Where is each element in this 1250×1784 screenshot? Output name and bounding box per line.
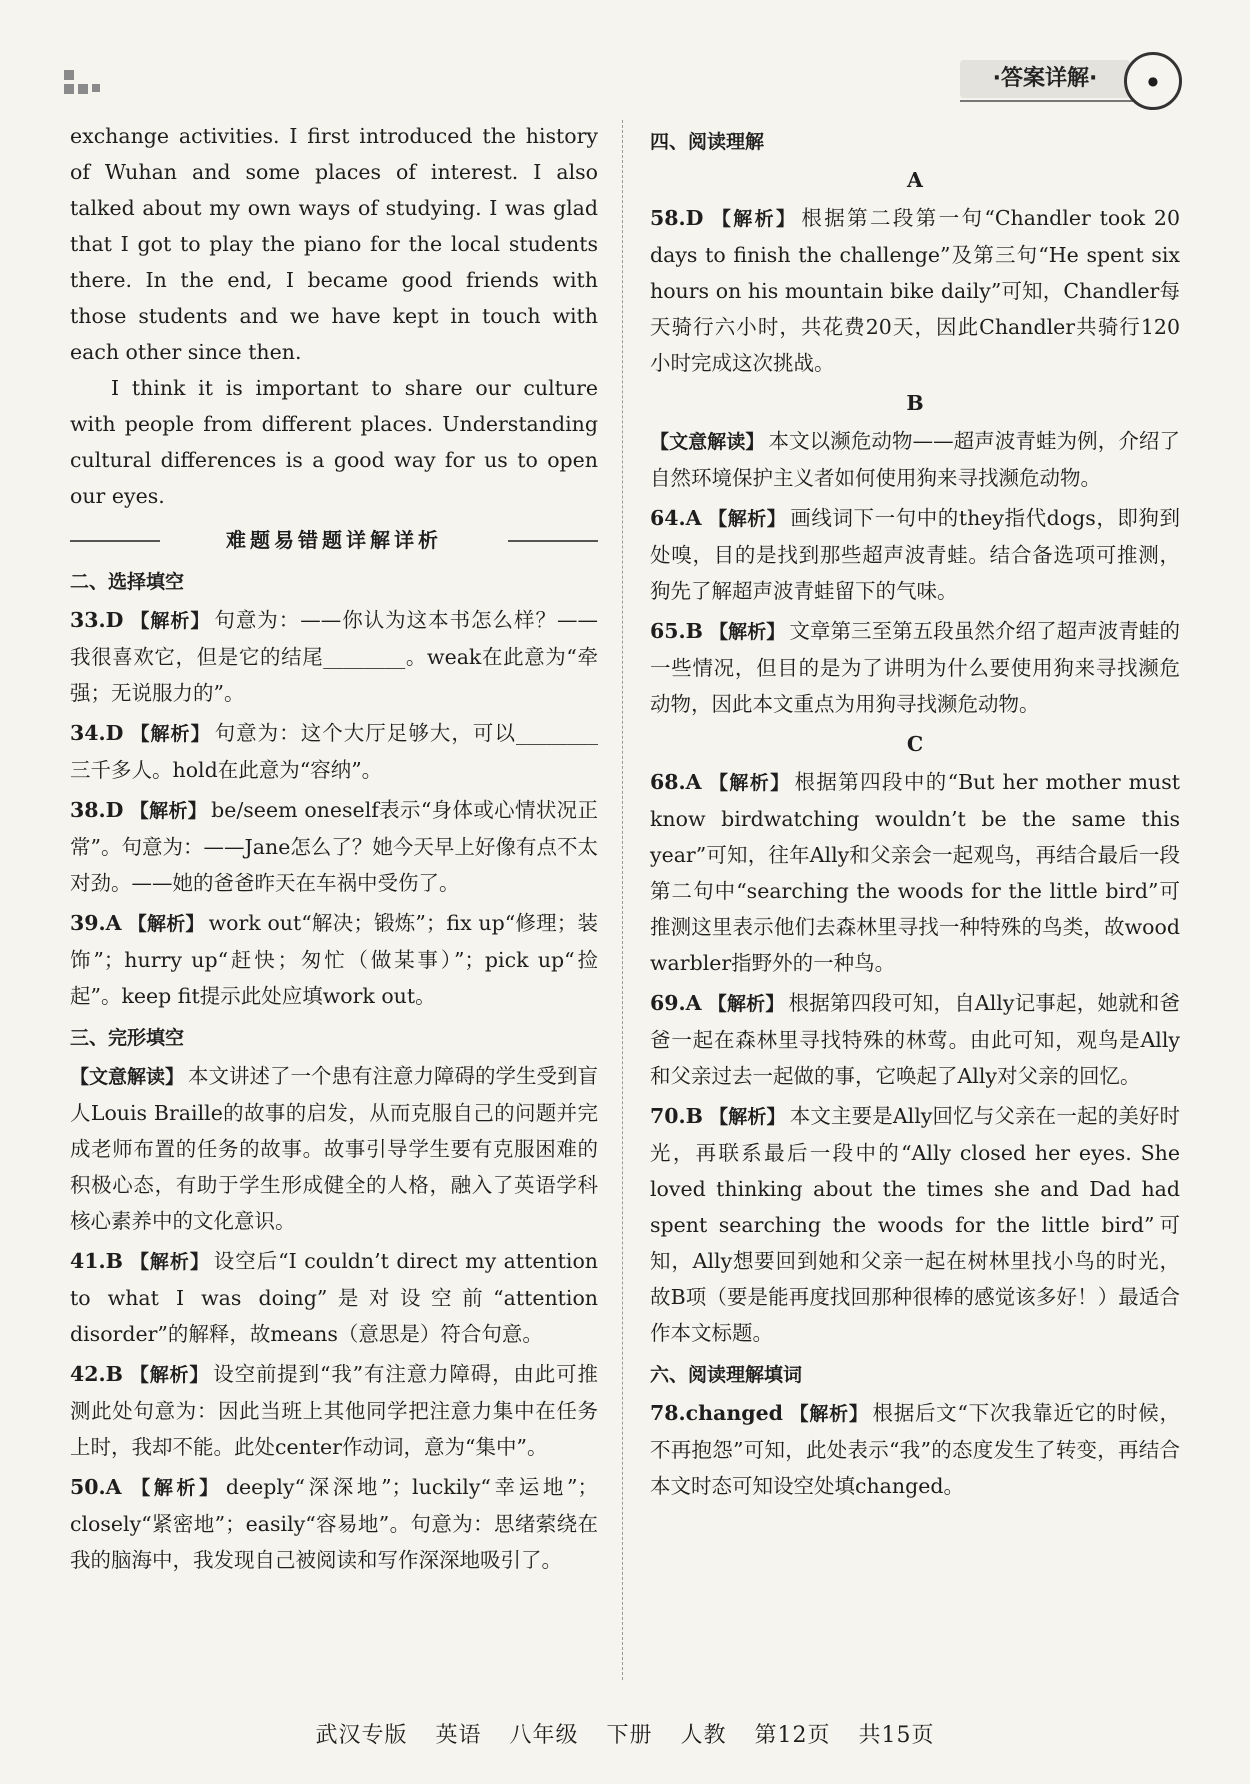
item-answer: B [685, 1104, 703, 1128]
answer-item [70, 602, 598, 711]
intro-text: 本文以濒危动物——超声波青蛙为例，介绍了自然环境保护主义者如何使用狗来寻找濒危动物。 [650, 429, 1180, 490]
item-tag: 【解析】 [129, 800, 208, 822]
item-answer: B [105, 1249, 123, 1273]
item-tag: 【解析】 [709, 1106, 786, 1128]
item-tag: 【解析】 [129, 723, 211, 745]
intro-tag: 【文意解读】 [650, 431, 765, 453]
item-answer: A [685, 770, 702, 794]
header-tag: ·答案详解· [960, 60, 1130, 98]
item-text: 设空前提到“我”有注意力障碍，由此可推测此处句意为：因此当班上其他同学把注意力集中在任务上时，我却不能。此处center作动词，意为“集中”。 [70, 1362, 598, 1459]
item-number: 50. [70, 1475, 106, 1499]
footer-page: 第12页 [754, 1723, 831, 1748]
section-title: 六、阅读理解填词 [650, 1364, 803, 1386]
footer-grade: 八年级 [509, 1723, 579, 1748]
item-number: 65. [650, 619, 686, 643]
answer-item [70, 792, 598, 901]
item-text: 句意为：——你认为这本书怎么样？——我很喜欢它，但是它的结尾________。weak在此意为“牵强；无说服力的”。 [70, 608, 598, 705]
item-number: 68. [650, 770, 686, 794]
intro-tag: 【文意解读】 [70, 1066, 185, 1088]
answer-item [70, 1243, 598, 1352]
item-tag: 【解析】 [127, 913, 205, 935]
answer-item [650, 200, 1180, 381]
footer-edition: 武汉专版 [315, 1723, 408, 1748]
answer-item [70, 905, 598, 1014]
answer-item [650, 613, 1180, 722]
seal-logo-icon: ● [1124, 52, 1182, 110]
part-label: B [906, 391, 924, 415]
page-footer [0, 1718, 1250, 1749]
answer-item [70, 1469, 598, 1578]
item-text: 根据第二段第一句“Chandler took 20 days to finish the challenge”及第三句“He spent six hours on his mountain bike daily”可知，Chandler每天骑行六小时，共花费20天，因此Chandler共骑行120小时完成这次挑战。 [650, 206, 1180, 375]
item-number: 33. [70, 608, 106, 632]
item-number: 38. [70, 798, 106, 822]
footer-volume: 下册 [606, 1723, 653, 1748]
section-banner: 难题易错题详解详析 [70, 522, 598, 558]
item-tag: 【解析】 [709, 621, 786, 643]
item-text: 根据第四段可知，自Ally记事起，她就和爸爸一起在森林里寻找特殊的林莺。由此可知，观鸟是Ally和父亲过去一起做的事，它唤起了Ally对父亲的回忆。 [650, 991, 1180, 1088]
part-label: C [906, 732, 924, 756]
item-tag: 【解析】 [707, 772, 791, 794]
left-column [70, 118, 598, 1582]
column-divider [622, 120, 623, 1680]
item-tag: 【解析】 [129, 1364, 210, 1386]
item-text: deeply“深深地”；luckily“幸运地”；closely“紧密地”；easily“容易地”。句意为：思绪萦绕在我的脑海中，我发现自己被阅读和写作深深地吸引了。 [70, 1475, 598, 1572]
intro-paragraph [70, 1058, 598, 1239]
item-answer: B [685, 619, 703, 643]
section-title: 三、完形填空 [70, 1027, 185, 1049]
item-answer: D [105, 608, 124, 632]
footer-publisher: 人教 [680, 1723, 727, 1748]
item-text: be/seem oneself表示“身体或心情状况正常”。句意为：——Jane怎么了？她今天早上好像有点不太对劲。——她的爸爸昨天在车祸中受伤了。 [70, 798, 598, 895]
item-number: 34. [70, 721, 106, 745]
item-tag: 【解析】 [129, 610, 211, 632]
item-tag: 【解析】 [707, 993, 785, 1015]
item-number: 78. [650, 1401, 686, 1425]
answer-item [70, 715, 598, 788]
right-column [650, 118, 1180, 1508]
intro-paragraph [650, 423, 1180, 496]
item-number: 58. [650, 206, 686, 230]
section-title: 四、阅读理解 [650, 131, 765, 153]
answer-item [70, 1356, 598, 1465]
answer-item [650, 1395, 1180, 1504]
item-answer: D [105, 721, 124, 745]
item-tag: 【解析】 [709, 208, 798, 230]
item-number: 39. [70, 911, 106, 935]
item-answer: A [105, 1475, 122, 1499]
corner-mark-icon [64, 70, 104, 100]
intro-text: 本文讲述了一个患有注意力障碍的学生受到盲人Louis Braille的故事的启发，从而克服自己的问题并完成老师布置的任务的故事。故事引导学生要有克服困难的积极心态，有助于学生形成健全的人格，融入了英语学科核心素养中的文化意识。 [70, 1064, 599, 1233]
item-text: work out“解决；锻炼”；fix up“修理；装饰”；hurry up“赶快；匆忙（做某事）”；pick up“捡起”。keep fit提示此处应填work out。 [70, 911, 598, 1008]
item-tag: 【解析】 [707, 508, 787, 530]
item-number: 42. [70, 1362, 106, 1386]
item-text: 设空后“I couldn’t direct my attention to what I was doing”是对设空前“attention disorder”的解释，故means（意思是）符合句意。 [70, 1249, 598, 1346]
answer-item [650, 985, 1180, 1094]
item-answer: changed [685, 1401, 783, 1425]
answer-item [650, 500, 1180, 609]
item-tag: 【解析】 [129, 1251, 210, 1273]
item-text: 画线词下一句中的they指代dogs，即狗到处嗅，目的是找到那些超声波青蛙。结合备选项可推测，狗先了解超声波青蛙留下的气味。 [650, 506, 1180, 603]
item-answer: A [105, 911, 122, 935]
part-label: A [907, 168, 923, 192]
item-number: 64. [650, 506, 686, 530]
item-text: 句意为：这个大厅足够大，可以________三千多人。hold在此意为“容纳”。 [70, 721, 598, 782]
item-number: 69. [650, 991, 686, 1015]
answer-item [650, 764, 1180, 981]
item-number: 70. [650, 1104, 686, 1128]
item-answer: A [685, 506, 702, 530]
section-title: 二、选择填空 [70, 571, 185, 593]
item-text: 根据第四段中的“But her mother must know birdwatching wouldn’t be the same this year”可知，往年Ally和父亲会一起观鸟，再结合最后一段第二句中“searching the woods for the little bird”可推测这里表示他们去森林里寻找一种特殊的鸟类，故wood warbler指野外的一种鸟。 [650, 770, 1180, 975]
item-text: 本文主要是Ally回忆与父亲在一起的美好时光，再联系最后一段中的“Ally closed her eyes. She loved thinking about the times she and Dad had spent searching the woods for the little bird”可知，Ally想要回到她和父亲一起在树林里找小鸟的时光，故B项（要是能再度找回那种很棒的感觉该多好！）最适合作本文标题。 [650, 1104, 1180, 1345]
passage-paragraph: exchange activities. I first introduced the history of Wuhan and some places of interest. I also talked about my own ways of studying. I was glad that I got to play the piano for the local students there. In the end, I became good friends with those students and we have kept in touch with each other since then. [70, 124, 598, 364]
item-text: 根据后文“下次我靠近它的时候，不再抱怨”可知，此处表示“我”的态度发生了转变，再结合本文时态可知设空处填changed。 [650, 1401, 1180, 1498]
item-answer: B [105, 1362, 123, 1386]
answer-item [650, 1098, 1180, 1351]
item-tag: 【解析】 [788, 1403, 869, 1425]
passage-paragraph: I think it is important to share our culture with people from different places. Understanding cultural differences is a good way for us to open our eyes. [70, 376, 598, 508]
footer-total: 共15页 [858, 1723, 935, 1748]
item-tag: 【解析】 [127, 1477, 222, 1499]
item-answer: A [685, 991, 702, 1015]
footer-subject: 英语 [435, 1723, 482, 1748]
item-answer: D [685, 206, 704, 230]
item-answer: D [105, 798, 124, 822]
item-text: 文章第三至第五段虽然介绍了超声波青蛙的一些情况，但目的是为了讲明为什么要使用狗来寻找濒危动物，因此本文重点为用狗寻找濒危动物。 [650, 619, 1180, 716]
item-number: 41. [70, 1249, 106, 1273]
